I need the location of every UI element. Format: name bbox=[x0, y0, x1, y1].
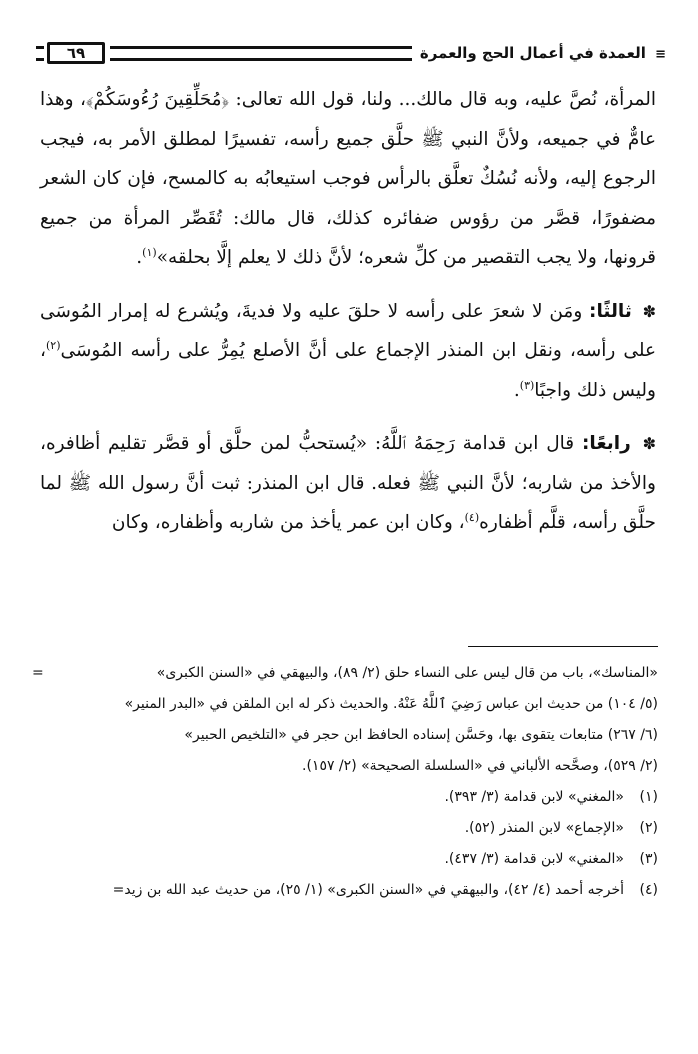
page-number: ٦٩ bbox=[47, 42, 105, 64]
footnote-ref-2: (٢) bbox=[45, 338, 61, 352]
header-rule bbox=[110, 46, 412, 61]
continuation-mark: = bbox=[32, 665, 44, 681]
main-text bbox=[40, 80, 656, 543]
footnote-ref-3: (٣) bbox=[519, 378, 535, 392]
paragraph-2-text-b: ، وليس ذلك واجبًا bbox=[40, 340, 656, 401]
footnote-continuation-line bbox=[32, 658, 658, 689]
footnote-number: (٣) bbox=[639, 851, 658, 867]
footnote-continuation-line bbox=[32, 751, 658, 782]
footnote-3 bbox=[32, 844, 658, 875]
paragraph-3-text-a: قال ابن قدامة رَحِمَهُ ٱللَّهُ: «يُستحبُّ لمن حلَّق أو قصَّر تقليم أظافره، والأخذ من شاربه؛ لأنَّ النبي ﷺ فعله. قال ابن المنذر: ثبت أنَّ رسول الله ﷺ لما حلَّق رأسه، قلَّم أظفاره bbox=[40, 433, 656, 533]
footnote-text: «المغني» لابن قدامة (٣/ ٤٣٧). bbox=[444, 851, 624, 867]
footnote-continuation-text: (٦/ ٢٦٧) متابعات يتقوى بها، وحَسَّن إسناده الحافظ ابن حجر في «التلخيص الحبير» bbox=[184, 727, 658, 743]
section-label-third: ثالثًا: bbox=[589, 300, 632, 322]
paragraph-2 bbox=[40, 292, 656, 411]
running-header bbox=[36, 38, 666, 68]
footnote-separator bbox=[468, 646, 658, 647]
footnote-ref-4: (٤) bbox=[464, 510, 480, 524]
footnote-ref-1: (١) bbox=[142, 245, 157, 259]
paragraph-1-end: . bbox=[136, 247, 143, 268]
book-title-text: العمدة في أعمال الحج والعمرة bbox=[419, 44, 646, 62]
footnote-continuation-text: (٥/ ١٠٤) من حديث ابن عباس رَضِيَ ٱللَّهُ عَنْهُ. والحديث ذكر له ابن الملقن في «البدر المنير» bbox=[124, 696, 658, 712]
footnote-text: «المغني» لابن قدامة (٣/ ٣٩٣). bbox=[444, 789, 624, 805]
footnote-4 bbox=[32, 875, 658, 906]
footnote-text: أخرجه أحمد (٤/ ٤٢)، والبيهقي في «السنن الكبرى» (١/ ٢٥)، من حديث عبد الله بن زيد= bbox=[112, 882, 624, 898]
footnote-continuation-line bbox=[32, 689, 658, 720]
star-bullet: ✽ bbox=[642, 434, 656, 453]
paragraph-1 bbox=[40, 80, 656, 278]
footnote-number: (١) bbox=[639, 789, 658, 805]
footnote-continuation-text: (٢/ ٥٢٩)، وصحَّحه الألباني في «السلسلة الصحيحة» (٢/ ١٥٧). bbox=[302, 758, 658, 774]
section-label-fourth: رابعًا: bbox=[582, 433, 631, 454]
footnote-number: (٢) bbox=[639, 820, 658, 836]
header-marker: ≡ bbox=[655, 47, 666, 62]
paragraph-3 bbox=[40, 424, 656, 543]
star-bullet: ✽ bbox=[642, 301, 656, 321]
paragraph-2-end: . bbox=[513, 379, 520, 401]
footnote-1 bbox=[32, 782, 658, 813]
footnotes bbox=[32, 658, 658, 906]
paragraph-1-text: المرأة، نُصَّ عليه، وبه قال مالك... ولنا، قول الله تعالى: ﴿مُحَلِّقِينَ رُءُوسَكُمْ﴾، وهذا عامٌّ في جميعه، ولأنَّ النبي ﷺ حلَّق جميع رأسه، تفسيرًا لمطلق الأمر به، فيجب الرجوع إليه، ولأنه نُسُكٌ تعلَّق بالرأس فوجب استيعابُه به كالمسح، فإن كان الشعر مضفورًا، قصَّر من رؤوس ضفائره كذلك، قال مالك: تُقَصِّر المرأة من جميع قرونها، ولا يجب التقصير من كلِّ شعره؛ لأنَّ ذلك لا يعلم إلَّا بحلقه» bbox=[40, 89, 656, 268]
footnote-2 bbox=[32, 813, 658, 844]
paragraph-3-text-b: ، وكان ابن عمر يأخذ من شاربه وأظفاره، وكان bbox=[111, 512, 465, 533]
book-title bbox=[414, 44, 666, 62]
paragraph-2-text-a: ومَن لا شعرَ على رأسه لا حلقَ عليه ولا فديةَ، ويُشرع له إمرار المُوسَى على رأسه، ونقل ابن المنذر الإجماع على أنَّ الأصلع يُمِرُّ على رأسه المُوسَى bbox=[40, 300, 656, 361]
header-rule-end bbox=[36, 46, 44, 61]
footnote-text: «الإجماع» لابن المنذر (٥٢). bbox=[464, 820, 624, 836]
footnote-continuation-line bbox=[32, 720, 658, 751]
footnote-number: (٤) bbox=[639, 882, 658, 898]
footnote-continuation-text: «المناسك»، باب من قال ليس على النساء حلق (٢/ ٨٩)، والبيهقي في «السنن الكبرى» bbox=[156, 665, 658, 681]
